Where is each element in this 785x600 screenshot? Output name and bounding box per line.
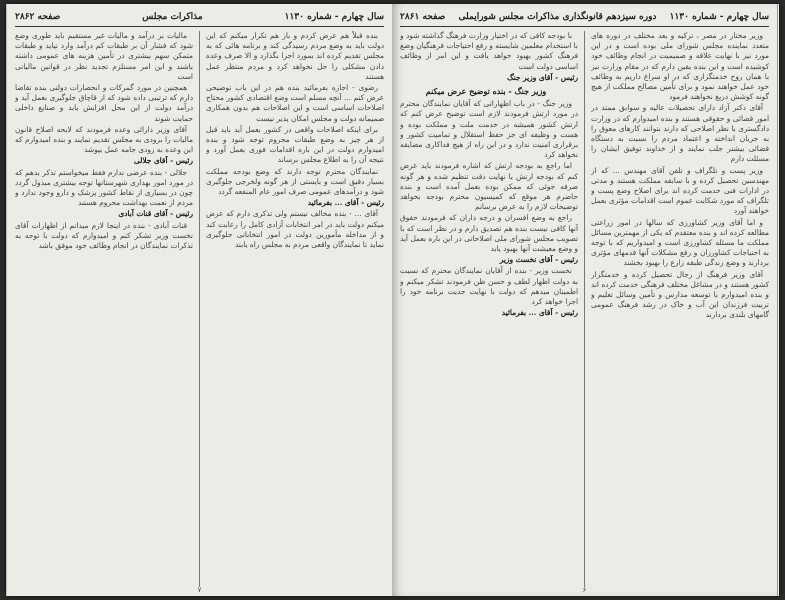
right-header-title: دوره سیزدهم قانونگذاری مذاکرات مجلس شورایملی: [458, 12, 657, 22]
paragraph: مالیات بر درآمد و مالیات غیر مستقیم باید طوری وضع شود که فشار آن بر طبقات کم درآمد وارد نیاید و طبقات متمکن سهم بیشتری در تأمین هزینه های عمومی داشته باشند و این امر مستلزم تجدید نظر در قوانین مالیاتی است: [15, 31, 193, 81]
column-divider: [199, 31, 200, 587]
paragraph: وزیر پست و تلگراف و تلفن آقای مهندس ... که از مهندسین تحصیل کرده و با سابقه مملکت هستند و مدتی در ادارات فنی خدمت کرده اند برای اصلاح وضع پست و تلگراف که مورد شکایت عموم است اقدامات مؤثری بعمل خواهند آورد: [591, 165, 769, 216]
right-page-header: [400, 10, 769, 27]
paragraph: آقای وزیر فرهنگ از رجال تحصیل کرده و خدمتگزار کشور هستند و در مشاغل مختلف فرهنگی خدمت کرده اند و بنده امیدوارم با توسعه مدارس و تأمین وسائل تعلیم و تربیت فرزندان این آب و خاک در رشد فرهنگ عمومی گامهای بلندی بردارند: [591, 269, 769, 320]
speaker-line: رئیس - آقای ... بفرمائید: [501, 308, 578, 318]
right-page: [392, 4, 778, 596]
paragraph: وزیر جنگ - در باب اظهاراتی که آقایان نمایندگان محترم در مورد ارتش فرمودند لازم است توضیح عرض کنم که ارتش کشور همیشه در خدمت ملت و مملکت بوده و هست و وظیفه ای جز حفظ استقلال و تمامیت کشور و برقراری امنیت ندارد و در این راه از هیچ فداکاری مضایقه نخواهد کرد: [400, 99, 578, 160]
paragraph: آقای ... - بنده مخالف نیستم ولی تذکری دارم که عرض میکنم دولت باید در امر انتخابات آزادی کامل را رعایت کند و از مداخله مأمورین دولت در امور انتخاباتی جلوگیری نماید تا نمایندگان واقعی مردم به مجلس راه یابند: [206, 209, 384, 250]
paragraph: آقای وزیر دارائی وعده فرمودند که لایحه اصلاح قانون مالیات را بزودی به مجلس تقدیم نمایند و بنده امیدوارم که این وعده به زودی جامه عمل بپوشد: [15, 124, 193, 155]
left-header-issue: سال چهارم - شماره ۱۱۳۰: [284, 12, 384, 22]
section-heading: وزیر جنگ - بنده توضیح عرض میکنم: [425, 86, 547, 97]
speaker-line: رئیس - آقای جلالی: [133, 156, 193, 166]
paragraph: قنات آبادی - بنده در اینجا لازم میدانم از اظهارات آقای نخست وزیر تشکر کنم و امیدوارم که دولت با توجه به تذکرات نمایندگان در انجام وظائف خود موفق باشد: [15, 220, 193, 251]
left-page-columns: [15, 31, 384, 587]
book-spread: [6, 4, 779, 596]
paragraph: برای اینکه اصلاحات واقعی در کشور بعمل آید باید قبل از هر چیز به وضع طبقات محروم توجه شود و بنده امیدوارم دولت در این باره اقدامات فوری بعمل آورد و نتیجه آن را به اطلاع مجلس برساند: [206, 124, 384, 165]
paragraph: نمایندگان محترم توجه دارند که وضع بودجه مملکت بسیار دقیق است و بایستی از هر گونه ولخرجی جلوگیری شود و درآمدهای عمومی صرف امور عام المنفعه گردد: [206, 166, 384, 197]
paragraph: اما راجع به بودجه ارتش که اشاره فرمودند باید عرض کنم که بودجه ارتش با نهایت دقت تنظیم شده و هر گونه صرفه جوئی که ممکن بوده بعمل آمده است و بنده حاضرم هر موقع که کمیسیون محترم بودجه بخواهد توضیحات لازم را به عرض برسانم: [400, 161, 578, 212]
paragraph: جلالی - بنده عرضی ندارم فقط میخواستم تذکر بدهم که در مورد امور بهداری شهرستانها توجه بیشتری مبذول گردد چون در بسیاری از نقاط کشور پزشک و دارو وجود ندارد و مردم از نعمت بهداشت محروم هستند: [15, 167, 193, 208]
speaker-line: رئیس - آقای ... بفرمائید: [307, 198, 384, 208]
speaker-line: رئیس - آقای وزیر جنگ: [507, 72, 578, 82]
left-page: [6, 4, 392, 596]
left-page-column-right: [206, 31, 384, 587]
left-page-header: [15, 10, 384, 27]
paragraph: با بودجه کافی که در اختیار وزارت فرهنگ گذاشته شود و با استخدام معلمین شایسته و رفع احتیاجات فرهنگیان وضع فرهنگ کشور بهبود خواهد یافت و این امر از وظائف اساسی دولت است: [400, 31, 578, 71]
left-header-page-number: صفحه ۲۸۶۲: [15, 12, 61, 22]
right-header-page-number: صفحه ۲۸۶۱: [400, 12, 446, 22]
paragraph: و اما آقای وزیر کشاورزی که سالها در امور زراعتی مطالعه کرده اند و بنده معتقدم که یکی از مهمترین مسائل مملکت ما مسئله کشاورزی است و امیدواریم که با توجه به احتیاجات کشاورزان و رفع مشکلات آنها قدمهای مؤثری بردارند و وضع زندگی طبقه زارع را بهبود بخشند: [591, 217, 769, 268]
paragraph: راجع به وضع افسران و درجه داران که فرمودند حقوق آنها کافی نیست بنده هم تصدیق دارم و در نظر است که با تصویب مجلس شورای ملی اصلاحاتی در این باره بعمل آید و وضع معیشت آنها بهبود یابد: [400, 213, 578, 254]
paragraph: بنده قبلاً هم عرض کردم و باز هم تکرار میکنم که این دولت باید به وضع مردم رسیدگی کند و برنامه هائی که به مجلس تقدیم کرده اند بمورد اجرا بگذارد و الا صرف وعده دادن مشکلی را حل نخواهد کرد و مردم منتظر عمل هستند: [206, 31, 384, 81]
paragraph: همچنین در مورد گمرکات و انحصارات دولتی بنده تقاضا دارم که ترتیبی داده شود که از قاچاق جلوگیری بعمل آید و درآمد دولت از این محل افزایش یابد و صنایع داخلی حمایت شوند: [15, 83, 193, 123]
speaker-line: رئیس - آقای نخست وزیر: [499, 255, 578, 265]
left-header-title: مذاکرات مجلس: [142, 12, 203, 22]
left-page-column-left: [15, 31, 193, 587]
right-header-issue: سال چهارم - شماره ۱۱۳۰: [669, 12, 769, 22]
right-page-column-left: [400, 31, 578, 587]
paragraph: آقای دکتر آزاد دارای تحصیلات عالیه و سوابق ممتد در امور قضائی و حقوقی هستند و بنده امیدوارم که در وزارت دادگستری با نظر اصلاحی که دارند بتوانند کارهای معوق را به جریان انداخته و اعتماد مردم را نسبت به دستگاه قضائی بیشتر جلب نمایند و از خداوند توفیق ایشان را مسئلت دارم: [591, 103, 769, 164]
speaker-line: رئیس - آقای قنات آبادی: [118, 209, 193, 219]
paragraph: نخست وزیر - بنده از آقایان نمایندگان محترم که نسبت به دولت اظهار لطف و حسن ظن فرمودند تشکر میکنم و اطمینان میدهم که دولت با نهایت جدیت برنامه خود را اجرا خواهد کرد: [400, 266, 578, 307]
right-page-columns: [400, 31, 769, 587]
right-page-column-right: [591, 31, 769, 587]
paragraph: وزیر مختار در مصر ، ترکیه و بعد مختلف در دوره های متعدد نماینده مجلس شورای ملی بوده است و در این مورد نیز با نهایت علاقه و صمیمیت در انجام وظائف خود کوشیده است و این بنده یقین دارم که در مقام وزارت نیز با همان روح خدمتگزاری که در او سراغ داریم به وظائف خود عمل خواهند نمود و برای تأمین مصالح مملکت از هیچ گونه کوشش دریغ نخواهند فرمود: [591, 31, 769, 102]
left-page-footer-number: ۷: [197, 586, 202, 594]
column-divider: [584, 31, 585, 587]
paragraph: رضوی - اجازه بفرمائید بنده هم در این باب توضیحی عرض کنم ... آنچه مسلم است وضع اقتصادی کشور محتاج اصلاحات اساسی است و این اصلاحات هم بدون همکاری صمیمانه دولت و مجلس امکان پذیر نیست: [206, 83, 384, 123]
right-page-footer-number: ۶: [582, 586, 587, 594]
